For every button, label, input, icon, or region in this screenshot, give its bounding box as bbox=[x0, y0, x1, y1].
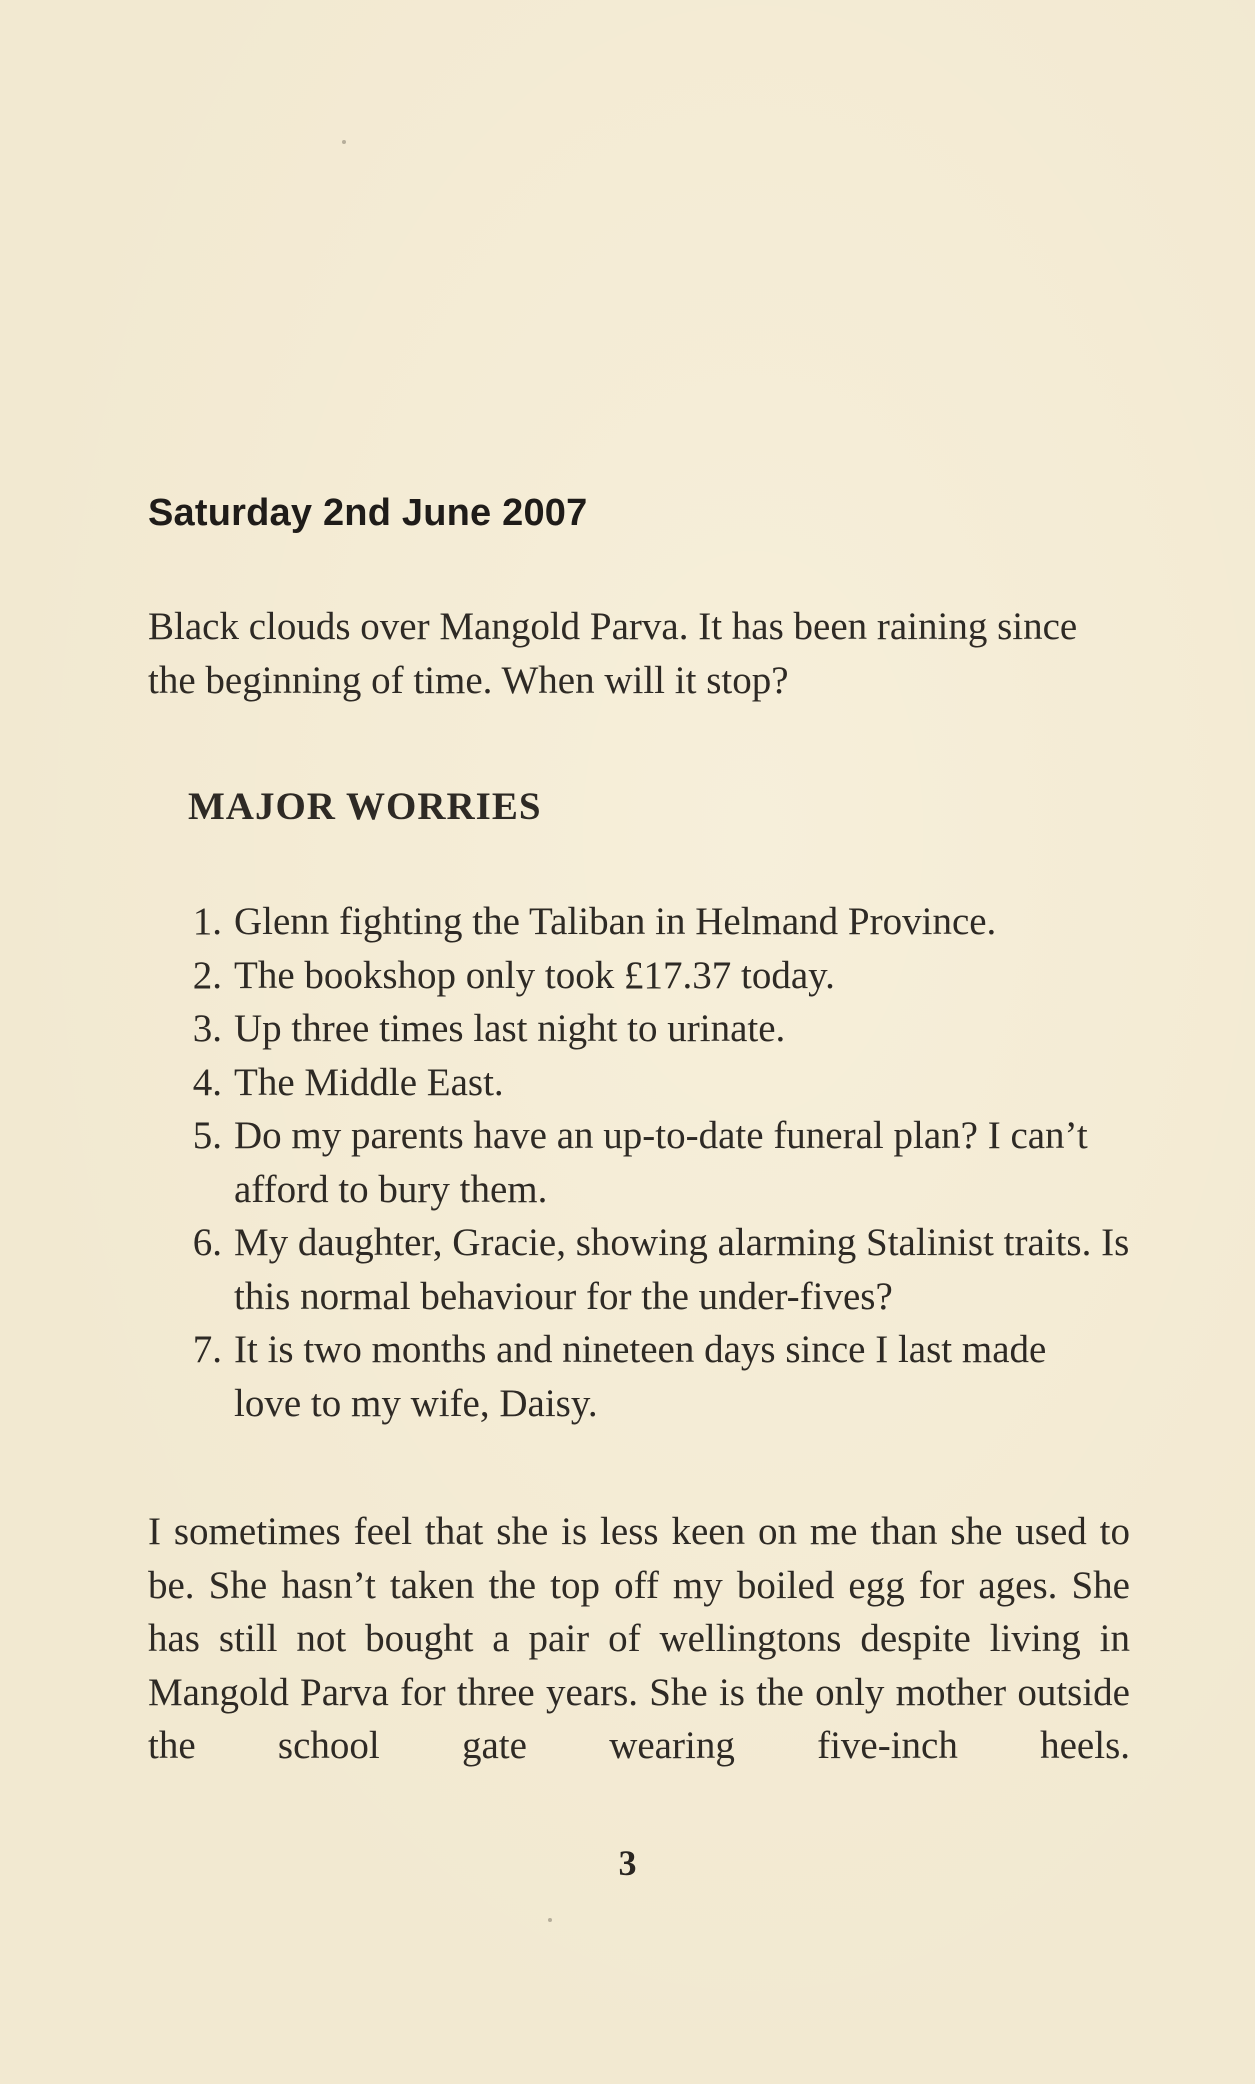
list-item-number: 3. bbox=[192, 1007, 222, 1050]
list-item bbox=[148, 1323, 1148, 1430]
intro-paragraph: Black clouds over Mangold Parva. It has been raining since the beginning of time. When will it stop? bbox=[148, 605, 1078, 702]
list-item-number: 7. bbox=[192, 1328, 222, 1371]
list-item-number: 4. bbox=[192, 1060, 222, 1104]
list-item-text: Do my parents have an up-to-date funeral plan? I can’t afford to bury them. bbox=[234, 1114, 1088, 1211]
list-item bbox=[148, 949, 1148, 1003]
list-item bbox=[148, 1216, 1148, 1323]
list-item-text: Glenn fighting the Taliban in Helmand Province. bbox=[234, 900, 997, 943]
page-number: 3 bbox=[618, 1843, 637, 1883]
worries-list-title: MAJOR WORRIES bbox=[188, 785, 542, 828]
paper-speck bbox=[548, 1918, 552, 1922]
list-item bbox=[148, 895, 1148, 949]
list-item-number: 5. bbox=[192, 1114, 222, 1157]
list-item bbox=[148, 1109, 1148, 1216]
list-item bbox=[148, 1002, 1148, 1056]
closing-paragraph: I sometimes feel that she is less keen on me than she used to be. She hasn’t taken the top off my boiled egg for ages. She has still not bought a pair of wellingtons despite living in Mangold Parva for three years. She is the only mother outside the school gate wearing five-inch heels. bbox=[148, 1510, 1130, 1767]
list-item-text: The Middle East. bbox=[234, 1060, 504, 1104]
diary-date-heading: Saturday 2nd June 2007 bbox=[148, 492, 588, 534]
list-item-number: 6. bbox=[192, 1221, 222, 1264]
list-item-text: The bookshop only took £17.37 today. bbox=[234, 953, 835, 997]
list-item-text: Up three times last night to urinate. bbox=[234, 1007, 786, 1050]
list-item-number: 1. bbox=[192, 900, 222, 943]
list-item-text: It is two months and nineteen days since I last made love to my wife, Daisy. bbox=[234, 1328, 1047, 1425]
list-item bbox=[148, 1056, 1148, 1110]
paper-speck bbox=[342, 140, 346, 144]
list-item-text: My daughter, Gracie, showing alarming Stalinist traits. Is this normal behaviour for the under-fives? bbox=[234, 1221, 1130, 1318]
list-item-number: 2. bbox=[192, 953, 222, 997]
worries-list bbox=[148, 895, 1148, 1430]
